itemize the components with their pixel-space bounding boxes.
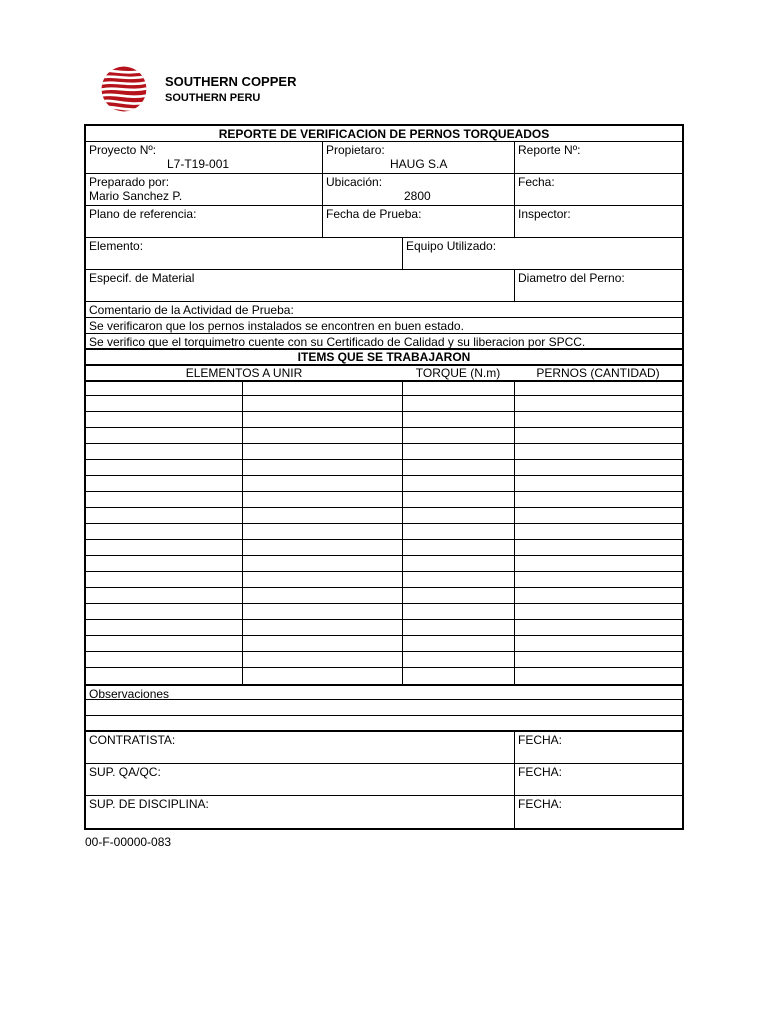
- table-cell: [86, 572, 242, 587]
- table-cell: [514, 668, 682, 684]
- table-cell: [86, 444, 242, 459]
- table-cell: [402, 412, 514, 427]
- table-cell: [86, 620, 242, 635]
- table-cell: [86, 428, 242, 443]
- table-cell: [86, 588, 242, 603]
- company-name: SOUTHERN COPPER: [165, 74, 297, 89]
- table-cell: [86, 524, 242, 539]
- preparado-label: Preparado por:: [89, 175, 170, 189]
- table-cell: [242, 476, 402, 491]
- disciplina-label: SUP. DE DISCIPLINA:: [89, 797, 209, 811]
- elemento-label: Elemento:: [89, 239, 144, 253]
- table-cell: [86, 540, 242, 555]
- qa-label: SUP. QA/QC:: [89, 765, 161, 779]
- table-row: [86, 444, 682, 460]
- fecha-cell: [514, 174, 682, 205]
- reporte-cell: [514, 142, 682, 173]
- table-cell: [86, 412, 242, 427]
- especif-label: Especif. de Material: [89, 271, 195, 285]
- table-cell: [86, 396, 242, 411]
- table-cell: [86, 652, 242, 667]
- table-row: [86, 636, 682, 652]
- equipo-label: Equipo Utilizado:: [402, 238, 682, 269]
- table-row: [86, 540, 682, 556]
- table-cell: [514, 652, 682, 667]
- form-code: 00-F-00000-083: [85, 835, 172, 849]
- col-elementos-header: ELEMENTOS A UNIR: [185, 366, 303, 380]
- company-subname: SOUTHERN PERU: [165, 92, 261, 104]
- preparado-cell: [86, 174, 322, 205]
- table-row: [86, 524, 682, 540]
- table-row: [86, 428, 682, 444]
- proyecto-cell: [86, 142, 322, 173]
- table-cell: [242, 382, 402, 395]
- propietario-value: HAUG S.A: [390, 157, 448, 171]
- table-row: [86, 492, 682, 508]
- table-cell: [402, 556, 514, 571]
- table-cell: [402, 540, 514, 555]
- table-cell: [402, 668, 514, 684]
- comentario-line-1: Se verificaron que los pernos instalados se encontren en buen estado.: [89, 319, 464, 333]
- table-row: [86, 652, 682, 668]
- table-cell: [242, 460, 402, 475]
- fecha-prueba-label: Fecha de Prueba:: [322, 206, 514, 237]
- proyecto-value: L7-T19-001: [167, 157, 230, 171]
- table-row: [86, 604, 682, 620]
- table-cell: [86, 460, 242, 475]
- table-cell: [242, 620, 402, 635]
- table-row: [86, 620, 682, 636]
- table-cell: [86, 492, 242, 507]
- table-cell: [242, 492, 402, 507]
- table-cell: [514, 508, 682, 523]
- diametro-label: Diametro del Perno:: [514, 270, 682, 301]
- plano-label: Plano de referencia:: [89, 207, 197, 221]
- table-cell: [514, 444, 682, 459]
- table-cell: [402, 492, 514, 507]
- table-cell: [86, 382, 242, 395]
- col-pernos-header: PERNOS (CANTIDAD): [536, 366, 660, 380]
- reporte-label: Reporte Nº:: [518, 143, 581, 157]
- table-cell: [402, 382, 514, 395]
- table-cell: [242, 428, 402, 443]
- proyecto-label: Proyecto Nº:: [89, 143, 157, 157]
- preparado-value: Mario Sanchez P.: [89, 189, 183, 203]
- table-cell: [514, 492, 682, 507]
- table-cell: [242, 444, 402, 459]
- table-cell: [514, 428, 682, 443]
- table-cell: [242, 636, 402, 651]
- table-cell: [402, 636, 514, 651]
- table-cell: [86, 476, 242, 491]
- items-title: ITEMS QUE SE TRABAJARON: [297, 350, 471, 364]
- report-form: [84, 124, 684, 830]
- table-cell: [86, 636, 242, 651]
- table-cell: [242, 540, 402, 555]
- table-cell: [242, 508, 402, 523]
- table-cell: [514, 460, 682, 475]
- table-cell: [402, 460, 514, 475]
- table-cell: [402, 620, 514, 635]
- table-cell: [514, 556, 682, 571]
- table-cell: [242, 556, 402, 571]
- table-cell: [514, 588, 682, 603]
- table-cell: [242, 668, 402, 684]
- southern-copper-logo: [101, 66, 147, 112]
- ubicacion-label: Ubicación:: [326, 175, 383, 189]
- propietario-label: Propietaro:: [326, 143, 385, 157]
- table-cell: [514, 396, 682, 411]
- observaciones-label: Observaciones: [89, 687, 170, 699]
- table-cell: [514, 382, 682, 395]
- table-cell: [86, 668, 242, 684]
- table-cell: [514, 412, 682, 427]
- table-cell: [242, 412, 402, 427]
- table-cell: [402, 588, 514, 603]
- table-cell: [242, 396, 402, 411]
- observaciones-line: [86, 716, 682, 732]
- contratista-label: CONTRATISTA:: [89, 733, 176, 747]
- table-row: [86, 556, 682, 572]
- table-row: [86, 508, 682, 524]
- table-cell: [514, 524, 682, 539]
- table-cell: [402, 428, 514, 443]
- disciplina-fecha-label: FECHA:: [514, 796, 682, 828]
- fecha-label: Fecha:: [518, 175, 555, 189]
- table-row: [86, 460, 682, 476]
- comentario-label: Comentario de la Actividad de Prueba:: [89, 303, 294, 317]
- company-header: [165, 74, 296, 106]
- table-row: [86, 412, 682, 428]
- table-cell: [514, 636, 682, 651]
- table-cell: [86, 556, 242, 571]
- table-cell: [514, 604, 682, 619]
- table-cell: [402, 524, 514, 539]
- contratista-fecha-label: FECHA:: [514, 732, 682, 763]
- table-cell: [514, 476, 682, 491]
- table-row: [86, 572, 682, 588]
- table-row: [86, 668, 682, 684]
- table-cell: [86, 508, 242, 523]
- propietario-cell: [322, 142, 514, 173]
- table-row: [86, 382, 682, 396]
- table-cell: [514, 572, 682, 587]
- table-cell: [242, 524, 402, 539]
- col-torque-header: TORQUE (N.m): [415, 366, 501, 380]
- table-cell: [514, 620, 682, 635]
- table-cell: [402, 444, 514, 459]
- ubicacion-cell: [322, 174, 514, 205]
- table-cell: [402, 396, 514, 411]
- comentario-line-2: Se verifico que el torquimetro cuente con su Certificado de Calidad y su liberacion por SPCC.: [89, 335, 586, 348]
- table-cell: [402, 652, 514, 667]
- table-cell: [242, 604, 402, 619]
- inspector-label: Inspector:: [514, 206, 682, 237]
- observaciones-line: [86, 700, 682, 716]
- table-cell: [514, 540, 682, 555]
- items-grid: [86, 382, 682, 684]
- table-cell: [242, 572, 402, 587]
- table-row: [86, 396, 682, 412]
- form-title: REPORTE DE VERIFICACION DE PERNOS TORQUEADOS: [218, 127, 550, 141]
- ubicacion-value: 2800: [404, 189, 431, 203]
- qa-fecha-label: FECHA:: [514, 764, 682, 795]
- table-cell: [242, 588, 402, 603]
- table-cell: [242, 652, 402, 667]
- table-row: [86, 476, 682, 492]
- table-cell: [402, 572, 514, 587]
- table-cell: [86, 604, 242, 619]
- table-cell: [402, 604, 514, 619]
- table-row: [86, 588, 682, 604]
- table-cell: [402, 508, 514, 523]
- table-cell: [402, 476, 514, 491]
